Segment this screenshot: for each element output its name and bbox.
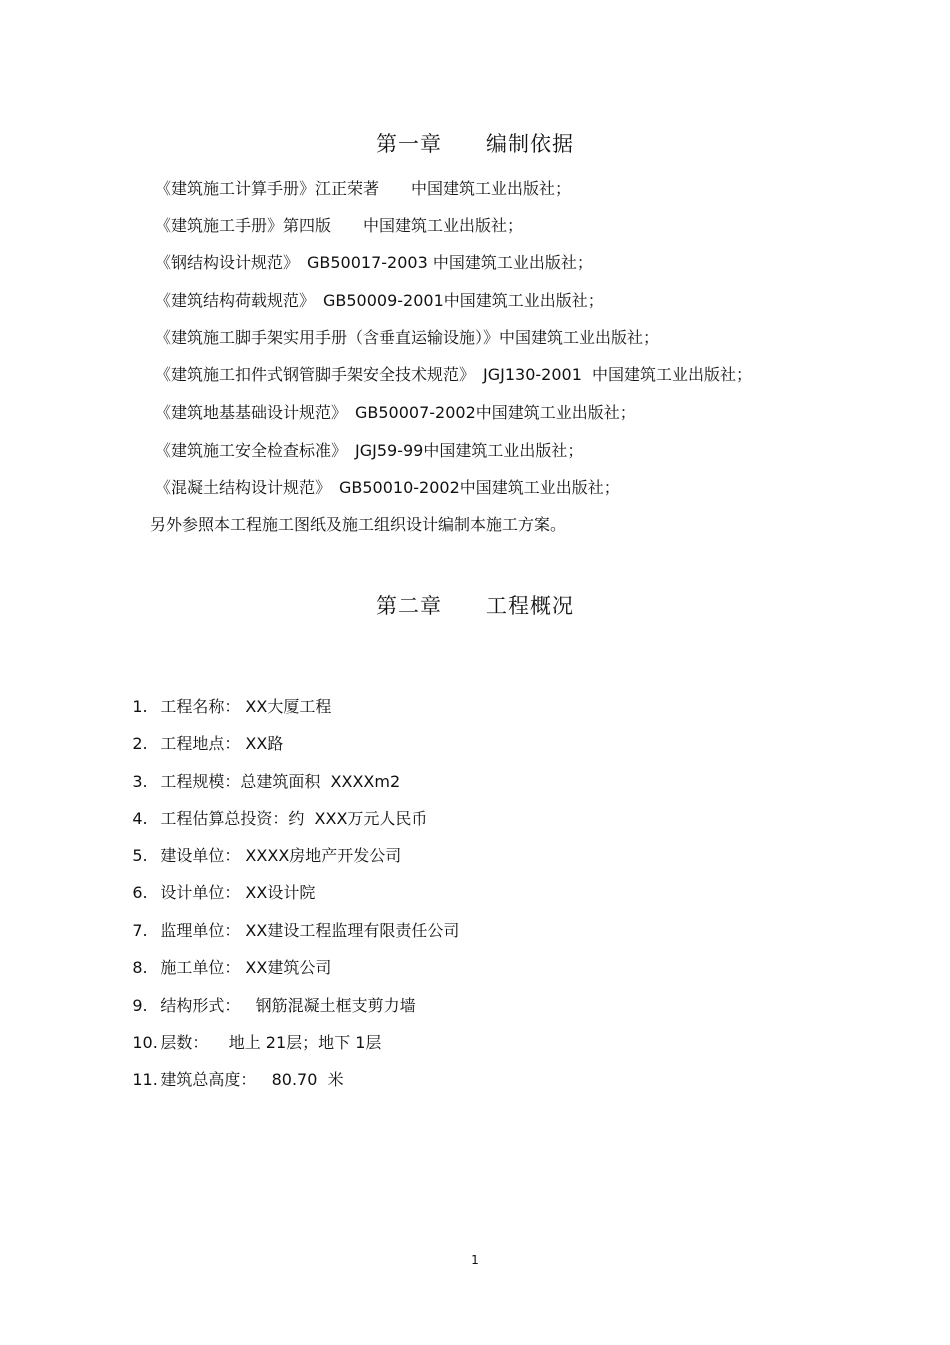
reference-line: 《建筑施工手册》第四版 中国建筑工业出版社； <box>155 216 524 235</box>
item-number: 2. <box>132 734 148 753</box>
item-text: 施工单位： XX建筑公司 <box>160 958 332 977</box>
item-number: 8. <box>132 958 148 977</box>
item-text: 工程规模：总建筑面积 XXXXm2 <box>160 772 401 791</box>
item-number: 4. <box>132 809 148 828</box>
item-text: 建设单位： XXXX房地产开发公司 <box>160 846 402 865</box>
reference-line: 《建筑施工扣件式钢管脚手架安全技术规范》 JGJ130-2001 中国建筑工业出版社； <box>155 365 753 384</box>
item-number: 3. <box>132 772 148 791</box>
reference-line: 《建筑地基基础设计规范》 GB50007-2002中国建筑工业出版社； <box>155 403 636 422</box>
item-text: 工程估算总投资：约 XXX万元人民币 <box>160 809 428 828</box>
item-number: 10. <box>132 1033 158 1052</box>
reference-line: 《建筑结构荷载规范》 GB50009-2001中国建筑工业出版社； <box>155 291 604 310</box>
chapter2-title: 第二章 工程概况 <box>376 594 574 618</box>
page-number: 1 <box>471 1253 479 1267</box>
reference-line: 《建筑施工安全检查标准》 JGJ59-99中国建筑工业出版社； <box>155 441 584 460</box>
item-text: 工程名称： XX大厦工程 <box>160 697 332 716</box>
item-number: 6. <box>132 883 148 902</box>
item-text: 监理单位： XX建设工程监理有限责任公司 <box>160 921 460 940</box>
item-text: 结构形式： 钢筋混凝土框支剪力墙 <box>160 996 416 1015</box>
item-text: 工程地点： XX路 <box>160 734 284 753</box>
item-text: 设计单位： XX设计院 <box>160 883 316 902</box>
item-text: 建筑总高度： 80.70 米 <box>160 1070 344 1089</box>
reference-line: 《建筑施工脚手架实用手册（含垂直运输设施）》中国建筑工业出版社； <box>155 328 660 347</box>
chapter1-title: 第一章 编制依据 <box>376 132 574 156</box>
reference-line: 《钢结构设计规范》 GB50017-2003 中国建筑工业出版社； <box>155 253 593 272</box>
reference-line: 《建筑施工计算手册》江正荣著 中国建筑工业出版社； <box>155 179 572 198</box>
item-number: 5. <box>132 846 148 865</box>
item-text: 层数： 地上 21层；地下 1层 <box>160 1033 382 1052</box>
item-number: 7. <box>132 921 148 940</box>
item-number: 9. <box>132 996 148 1015</box>
reference-line: 《混凝土结构设计规范》 GB50010-2002中国建筑工业出版社； <box>155 478 620 497</box>
overview-item <box>112 1048 344 1109</box>
item-number: 1. <box>132 697 148 716</box>
item-number: 11. <box>132 1070 158 1089</box>
reference-note: 另外参照本工程施工图纸及施工组织设计编制本施工方案。 <box>150 515 567 534</box>
